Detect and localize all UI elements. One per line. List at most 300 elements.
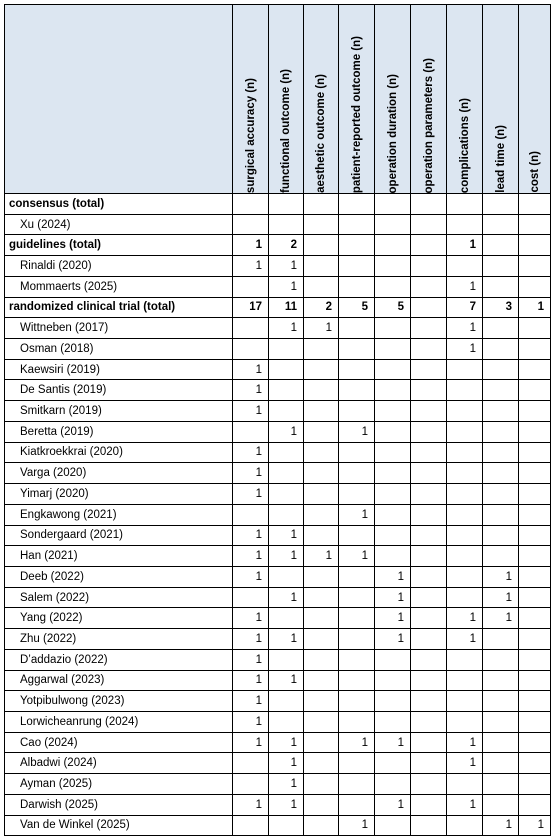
count-cell: 1 <box>269 753 304 774</box>
column-header <box>339 5 375 194</box>
count-cell: 1 <box>233 525 269 546</box>
count-cell <box>447 670 483 691</box>
count-cell <box>411 670 447 691</box>
table-row <box>5 566 551 587</box>
count-cell <box>304 194 339 215</box>
count-cell <box>375 339 411 360</box>
count-cell: 1 <box>269 546 304 567</box>
count-cell: 1 <box>304 546 339 567</box>
count-cell <box>375 442 411 463</box>
count-cell <box>519 670 551 691</box>
table-row <box>5 504 551 525</box>
count-cell <box>483 629 519 650</box>
count-cell: 1 <box>483 815 519 836</box>
count-cell: 1 <box>233 670 269 691</box>
count-cell <box>304 380 339 401</box>
column-header <box>233 5 269 194</box>
count-cell: 1 <box>519 815 551 836</box>
count-cell <box>411 774 447 795</box>
count-cell <box>447 256 483 277</box>
count-cell: 1 <box>233 608 269 629</box>
column-header-label: lead time (n) <box>494 125 507 193</box>
count-cell <box>375 546 411 567</box>
count-cell: 1 <box>269 794 304 815</box>
count-cell <box>339 276 375 297</box>
column-header-label: surgical accuracy (n) <box>244 77 257 193</box>
count-cell <box>339 670 375 691</box>
study-label: Beretta (2019) <box>5 421 233 442</box>
count-cell: 1 <box>447 732 483 753</box>
count-cell: 1 <box>483 566 519 587</box>
count-cell <box>447 587 483 608</box>
count-cell <box>304 235 339 256</box>
count-cell <box>519 649 551 670</box>
count-cell: 1 <box>447 629 483 650</box>
count-cell <box>269 401 304 422</box>
count-cell <box>339 525 375 546</box>
count-cell: 1 <box>269 629 304 650</box>
count-cell <box>375 711 411 732</box>
study-label: Yotpibulwong (2023) <box>5 691 233 712</box>
table-row <box>5 794 551 815</box>
count-cell <box>447 401 483 422</box>
count-cell <box>304 711 339 732</box>
count-cell <box>375 504 411 525</box>
count-cell <box>483 649 519 670</box>
count-cell <box>483 525 519 546</box>
count-cell <box>304 463 339 484</box>
count-cell <box>233 815 269 836</box>
count-cell <box>411 711 447 732</box>
study-label: Han (2021) <box>5 546 233 567</box>
count-cell <box>375 691 411 712</box>
count-cell <box>447 214 483 235</box>
count-cell <box>269 214 304 235</box>
count-cell <box>411 421 447 442</box>
table-row <box>5 401 551 422</box>
count-cell <box>447 774 483 795</box>
count-cell <box>375 484 411 505</box>
count-cell <box>304 359 339 380</box>
group-label: guidelines (total) <box>5 235 233 256</box>
count-cell <box>233 339 269 360</box>
study-label: Mommaerts (2025) <box>5 276 233 297</box>
count-cell: 1 <box>269 732 304 753</box>
count-cell <box>233 504 269 525</box>
count-cell <box>375 774 411 795</box>
study-label: Sondergaard (2021) <box>5 525 233 546</box>
count-cell <box>304 774 339 795</box>
count-cell: 1 <box>233 732 269 753</box>
count-cell <box>519 504 551 525</box>
count-cell: 1 <box>447 608 483 629</box>
count-cell: 1 <box>233 566 269 587</box>
count-cell <box>411 587 447 608</box>
count-cell: 1 <box>269 276 304 297</box>
count-cell <box>269 359 304 380</box>
count-cell: 1 <box>233 380 269 401</box>
count-cell <box>339 442 375 463</box>
count-cell <box>339 711 375 732</box>
count-cell <box>375 256 411 277</box>
count-cell <box>519 566 551 587</box>
count-cell <box>269 691 304 712</box>
study-label: Cao (2024) <box>5 732 233 753</box>
count-cell <box>447 546 483 567</box>
count-cell <box>519 484 551 505</box>
count-cell <box>483 359 519 380</box>
count-cell <box>339 608 375 629</box>
count-cell <box>411 339 447 360</box>
count-cell <box>483 194 519 215</box>
count-cell: 1 <box>269 318 304 339</box>
column-header-label: operation parameters (n) <box>422 57 435 193</box>
column-header-label: operation duration (n) <box>386 73 399 193</box>
count-cell <box>483 691 519 712</box>
count-cell: 3 <box>483 297 519 318</box>
count-cell <box>519 401 551 422</box>
count-cell <box>233 753 269 774</box>
count-cell: 5 <box>375 297 411 318</box>
count-cell <box>519 339 551 360</box>
count-cell: 2 <box>304 297 339 318</box>
count-cell <box>375 649 411 670</box>
count-cell <box>483 318 519 339</box>
study-label: Salem (2022) <box>5 587 233 608</box>
table-row <box>5 587 551 608</box>
count-cell <box>447 442 483 463</box>
count-cell <box>304 401 339 422</box>
count-cell <box>519 235 551 256</box>
count-cell: 1 <box>483 608 519 629</box>
count-cell <box>269 504 304 525</box>
count-cell: 1 <box>447 339 483 360</box>
count-cell <box>339 753 375 774</box>
count-cell <box>483 794 519 815</box>
count-cell: 1 <box>375 732 411 753</box>
count-cell <box>519 691 551 712</box>
count-cell <box>483 421 519 442</box>
count-cell: 1 <box>375 608 411 629</box>
count-cell <box>375 276 411 297</box>
study-label: Lorwicheanrung (2024) <box>5 711 233 732</box>
count-cell <box>411 546 447 567</box>
count-cell <box>519 421 551 442</box>
table-row <box>5 442 551 463</box>
column-header <box>447 5 483 194</box>
count-cell <box>411 484 447 505</box>
count-cell <box>411 380 447 401</box>
count-cell <box>233 194 269 215</box>
count-cell <box>375 359 411 380</box>
count-cell <box>447 649 483 670</box>
count-cell <box>519 753 551 774</box>
study-label: Kiatkroekkrai (2020) <box>5 442 233 463</box>
count-cell: 1 <box>233 691 269 712</box>
table-row <box>5 359 551 380</box>
count-cell <box>483 670 519 691</box>
count-cell <box>339 318 375 339</box>
count-cell: 1 <box>483 587 519 608</box>
count-cell <box>447 484 483 505</box>
count-cell <box>304 442 339 463</box>
table-row <box>5 753 551 774</box>
count-cell <box>483 753 519 774</box>
count-cell <box>411 297 447 318</box>
count-cell: 1 <box>233 401 269 422</box>
count-cell <box>519 359 551 380</box>
count-cell <box>233 421 269 442</box>
count-cell: 1 <box>233 484 269 505</box>
column-header <box>519 5 551 194</box>
count-cell <box>304 608 339 629</box>
count-cell <box>304 484 339 505</box>
count-cell <box>411 815 447 836</box>
count-cell <box>411 629 447 650</box>
count-cell: 17 <box>233 297 269 318</box>
count-cell <box>483 484 519 505</box>
count-cell: 1 <box>233 546 269 567</box>
count-cell <box>233 276 269 297</box>
count-cell <box>339 359 375 380</box>
count-cell <box>411 525 447 546</box>
study-label: Xu (2024) <box>5 214 233 235</box>
count-cell <box>339 380 375 401</box>
count-cell <box>447 380 483 401</box>
column-header <box>304 5 339 194</box>
count-cell <box>519 380 551 401</box>
count-cell: 1 <box>519 297 551 318</box>
count-cell <box>519 442 551 463</box>
count-cell: 1 <box>269 525 304 546</box>
count-cell <box>339 463 375 484</box>
count-cell: 1 <box>447 753 483 774</box>
column-header <box>375 5 411 194</box>
count-cell <box>375 214 411 235</box>
count-cell: 1 <box>233 794 269 815</box>
count-cell <box>519 629 551 650</box>
study-label: Varga (2020) <box>5 463 233 484</box>
count-cell <box>447 463 483 484</box>
table-row <box>5 484 551 505</box>
study-label: Van de Winkel (2025) <box>5 815 233 836</box>
count-cell: 1 <box>269 774 304 795</box>
count-cell <box>483 463 519 484</box>
table-body <box>5 194 551 836</box>
study-label: Ayman (2025) <box>5 774 233 795</box>
count-cell <box>269 463 304 484</box>
count-cell <box>304 214 339 235</box>
count-cell <box>483 401 519 422</box>
count-cell <box>304 794 339 815</box>
count-cell <box>519 608 551 629</box>
count-cell <box>339 339 375 360</box>
count-cell <box>339 214 375 235</box>
count-cell <box>339 649 375 670</box>
count-cell <box>447 711 483 732</box>
count-cell <box>304 525 339 546</box>
count-cell <box>483 276 519 297</box>
count-cell <box>304 504 339 525</box>
count-cell <box>339 235 375 256</box>
table-row <box>5 649 551 670</box>
count-cell <box>375 463 411 484</box>
count-cell <box>233 587 269 608</box>
count-cell <box>375 380 411 401</box>
count-cell <box>304 649 339 670</box>
column-header-label: patient-reported outcome (n) <box>350 35 363 193</box>
count-cell <box>411 276 447 297</box>
count-cell <box>519 194 551 215</box>
count-cell: 1 <box>447 276 483 297</box>
study-label: Aggarwal (2023) <box>5 670 233 691</box>
column-header-label: functional outcome (n) <box>280 69 292 193</box>
count-cell <box>375 401 411 422</box>
count-cell <box>233 318 269 339</box>
count-cell <box>269 649 304 670</box>
count-cell <box>411 649 447 670</box>
count-cell <box>339 256 375 277</box>
count-cell <box>447 194 483 215</box>
count-cell <box>411 318 447 339</box>
count-cell <box>519 525 551 546</box>
count-cell <box>269 608 304 629</box>
table-row <box>5 525 551 546</box>
count-cell <box>339 794 375 815</box>
count-cell <box>304 421 339 442</box>
count-cell <box>411 235 447 256</box>
table-row <box>5 608 551 629</box>
count-cell <box>519 794 551 815</box>
count-cell: 1 <box>269 421 304 442</box>
count-cell <box>269 566 304 587</box>
count-cell <box>269 442 304 463</box>
count-cell: 1 <box>447 235 483 256</box>
count-cell: 1 <box>339 815 375 836</box>
count-cell: 1 <box>233 463 269 484</box>
count-cell <box>483 442 519 463</box>
count-cell <box>519 276 551 297</box>
count-cell <box>411 214 447 235</box>
count-cell <box>339 401 375 422</box>
count-cell <box>519 732 551 753</box>
count-cell: 1 <box>339 546 375 567</box>
count-cell <box>519 318 551 339</box>
study-label: Rinaldi (2020) <box>5 256 233 277</box>
study-label: De Santis (2019) <box>5 380 233 401</box>
count-cell <box>411 566 447 587</box>
group-total-row <box>5 297 551 318</box>
count-cell <box>304 753 339 774</box>
count-cell <box>519 711 551 732</box>
count-cell <box>411 194 447 215</box>
group-label: randomized clinical trial (total) <box>5 297 233 318</box>
count-cell <box>269 484 304 505</box>
table-row <box>5 214 551 235</box>
count-cell <box>483 732 519 753</box>
table-row <box>5 318 551 339</box>
count-cell <box>233 214 269 235</box>
count-cell: 1 <box>375 587 411 608</box>
count-cell <box>483 504 519 525</box>
count-cell: 1 <box>233 711 269 732</box>
count-cell <box>375 670 411 691</box>
column-header-label: cost (n) <box>528 151 541 193</box>
count-cell <box>447 815 483 836</box>
count-cell <box>411 463 447 484</box>
table-row <box>5 421 551 442</box>
count-cell <box>411 401 447 422</box>
count-cell <box>269 711 304 732</box>
count-cell <box>339 629 375 650</box>
table-row <box>5 774 551 795</box>
header-row <box>5 5 551 194</box>
header-corner <box>5 5 233 194</box>
count-cell: 1 <box>269 256 304 277</box>
study-label: Engkawong (2021) <box>5 504 233 525</box>
table-row <box>5 256 551 277</box>
count-cell <box>447 566 483 587</box>
table-row <box>5 815 551 836</box>
count-cell <box>411 794 447 815</box>
study-label: Darwish (2025) <box>5 794 233 815</box>
count-cell <box>269 815 304 836</box>
count-cell: 1 <box>447 794 483 815</box>
count-cell: 1 <box>233 359 269 380</box>
count-cell <box>483 235 519 256</box>
count-cell <box>339 566 375 587</box>
count-cell <box>447 504 483 525</box>
count-cell <box>304 732 339 753</box>
count-cell <box>483 774 519 795</box>
count-cell <box>411 753 447 774</box>
count-cell: 1 <box>233 442 269 463</box>
study-label: Yang (2022) <box>5 608 233 629</box>
count-cell <box>375 753 411 774</box>
count-cell <box>339 194 375 215</box>
count-cell <box>304 670 339 691</box>
count-cell <box>304 566 339 587</box>
count-cell <box>375 421 411 442</box>
count-cell: 1 <box>375 794 411 815</box>
count-cell <box>304 276 339 297</box>
table-row <box>5 546 551 567</box>
count-cell <box>339 587 375 608</box>
count-cell <box>375 525 411 546</box>
table-row <box>5 670 551 691</box>
count-cell <box>411 691 447 712</box>
study-label: Zhu (2022) <box>5 629 233 650</box>
count-cell: 5 <box>339 297 375 318</box>
study-label: Osman (2018) <box>5 339 233 360</box>
count-cell: 1 <box>269 670 304 691</box>
count-cell <box>519 587 551 608</box>
column-header <box>269 5 304 194</box>
count-cell <box>375 235 411 256</box>
count-cell <box>339 691 375 712</box>
count-cell <box>447 421 483 442</box>
count-cell <box>304 815 339 836</box>
study-label: Kaewsiri (2019) <box>5 359 233 380</box>
group-total-row <box>5 194 551 215</box>
count-cell <box>519 214 551 235</box>
count-cell <box>483 711 519 732</box>
count-cell: 1 <box>269 587 304 608</box>
table-row <box>5 732 551 753</box>
count-cell: 1 <box>233 256 269 277</box>
study-label: Albadwi (2024) <box>5 753 233 774</box>
count-cell <box>411 504 447 525</box>
